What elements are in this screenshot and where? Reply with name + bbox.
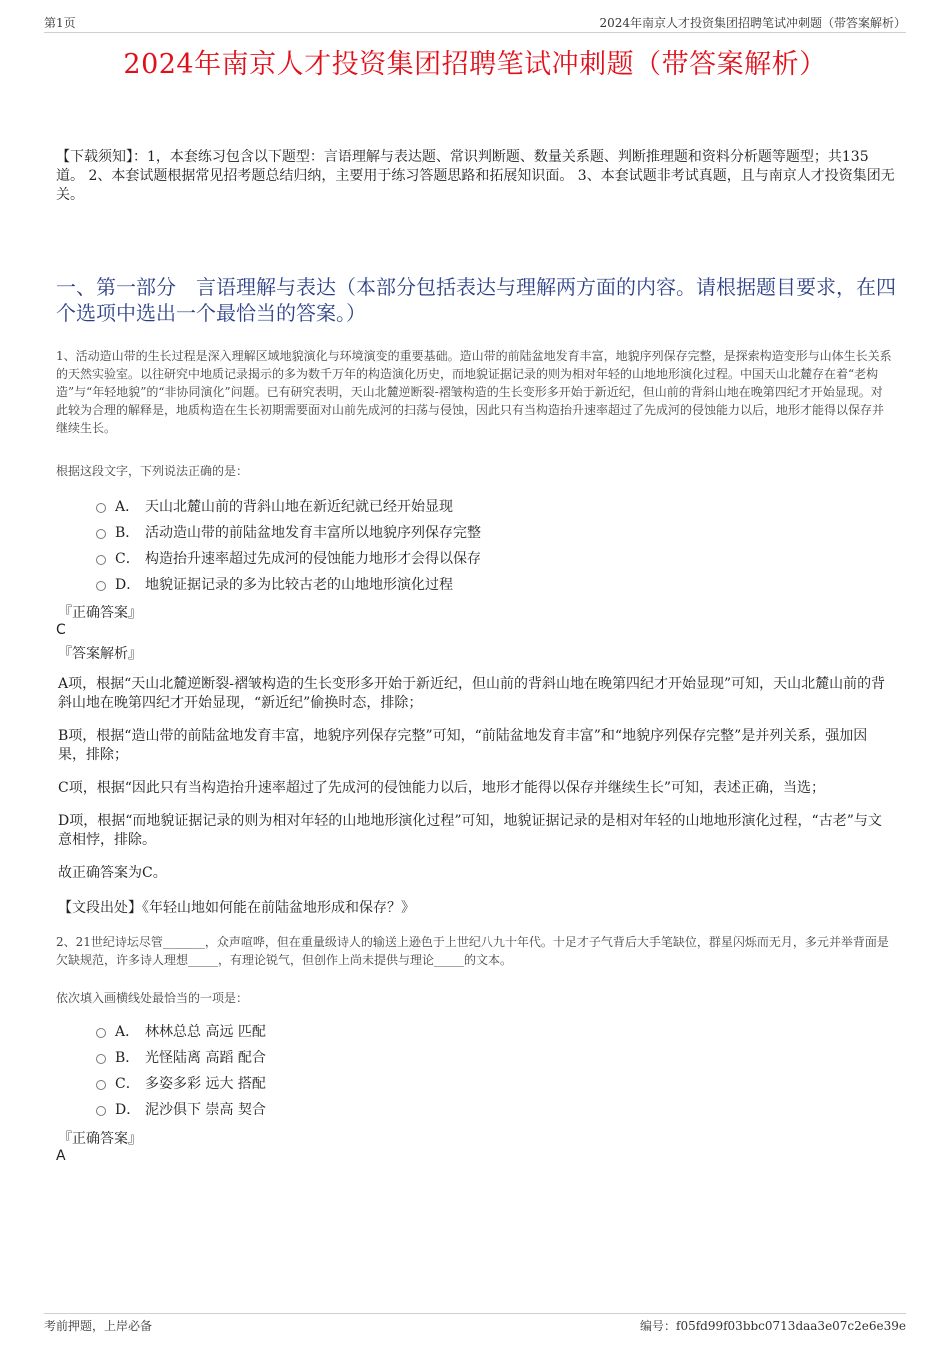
option-c[interactable]: C． 构造抬升速率超过先成河的侵蚀能力地形才会得以保存 [96, 545, 481, 571]
answer-label: 『正确答案』 [58, 605, 142, 621]
option-text: 光怪陆离 高蹈 配合 [145, 1050, 266, 1066]
option-text: 构造抬升速率超过先成河的侵蚀能力地形才会得以保存 [145, 551, 481, 567]
option-text: 天山北麓山前的背斜山地在新近纪就已经开始显现 [145, 499, 453, 515]
option-d[interactable]: D． 泥沙俱下 崇高 契合 [96, 1096, 266, 1122]
option-c[interactable]: C． 多姿多彩 远大 搭配 [96, 1070, 266, 1096]
option-text: 多姿多彩 远大 搭配 [145, 1076, 266, 1092]
question-2-options [96, 1018, 266, 1122]
analysis-conclusion: 故正确答案为C。 [58, 865, 167, 881]
answer-value: C [56, 622, 66, 638]
question-2-prompt: 依次填入画横线处最恰当的一项是： [56, 991, 249, 1005]
analysis-d: D项，根据“而地貌证据记录的则为相对年轻的山地地形演化过程”可知，地貌证据记录的是相对年轻的山地地形演化过程，“古老”与文意相悖，排除。 [58, 813, 882, 848]
question-1-prompt: 根据这段文字，下列说法正确的是： [56, 464, 249, 478]
radio-icon[interactable] [96, 1080, 106, 1090]
download-notice: 【下载须知】：1，本套练习包含以下题型：言语理解与表达题、常识判断题、数量关系题、判断推理题和资料分析题等题型；共135道。 2、本套试题根据常见招考题总结归纳，主要用于练习答题思路和拓展知识面。 3、本套试题非考试真题，且与南京人才投资集团无关。 [56, 149, 895, 203]
radio-icon[interactable] [96, 581, 106, 591]
document-id: 编号：f05fd99f03bbc0713daa3e07c2e6e39e [640, 1319, 906, 1333]
header-doc-title: 2024年南京人才投资集团招聘笔试冲刺题（带答案解析） [599, 16, 906, 30]
question-1-options [96, 493, 481, 597]
option-text: 泥沙俱下 崇高 契合 [145, 1102, 266, 1118]
text-source: 【文段出处】《年轻山地如何能在前陆盆地形成和保存？》 [58, 900, 415, 916]
analysis-a: A项，根据“天山北麓逆断裂-褶皱构造的生长变形多开始于新近纪，但山前的背斜山地在晚第四纪才开始显现”可知，天山北麓山前的背斜山地在晚第四纪才开始显现，“新近纪”偷换时态，排除； [58, 676, 886, 711]
page-footer [44, 1313, 906, 1332]
option-a[interactable]: A． 林林总总 高远 匹配 [96, 1018, 266, 1044]
question-1-text: 1、活动造山带的生长过程是深入理解区域地貌演化与环境演变的重要基础。造山带的前陆盆地发育丰富，地貌序列保存完整，是探索构造变形与山体生长关系的天然实验室。以往研究中地质记录揭示的多为数千万年的构造演化历史，而地貌证据记录的则为相对年轻的山地地形演化过程。中国天山北麓存在着“老构造”与“年轻地貌”的“非协同演化”问题。已有研究表明，天山北麓逆断裂-褶皱构造的生长变形多开始于新近纪，但山前的背斜山地在晚第四纪才开始显现。对此较为合理的解释是，地质构造在生长初期需要面对山前先成河的扫荡与侵蚀，因此只有当构造抬升速率超过了先成河的侵蚀能力以后，地形才能得以保存并继续生长。 [56, 349, 892, 435]
radio-icon[interactable] [96, 555, 106, 565]
radio-icon[interactable] [96, 1106, 106, 1116]
section-heading: 一、第一部分 言语理解与表达（本部分包括表达与理解两方面的内容。请根据题目要求，在四个选项中选出一个最恰当的答案。） [56, 275, 896, 325]
radio-icon[interactable] [96, 1028, 106, 1038]
answer-value: A [56, 1148, 66, 1164]
option-b[interactable]: B． 活动造山带的前陆盆地发育丰富所以地貌序列保存完整 [96, 519, 481, 545]
radio-icon[interactable] [96, 529, 106, 539]
option-text: 地貌证据记录的多为比较古老的山地地形演化过程 [145, 577, 453, 593]
page-header [44, 14, 906, 33]
option-a[interactable]: A． 天山北麓山前的背斜山地在新近纪就已经开始显现 [96, 493, 481, 519]
analysis-b: B项，根据“造山带的前陆盆地发育丰富，地貌序列保存完整”可知，“前陆盆地发育丰富”和“地貌序列保存完整”是并列关系，强加因果，排除； [58, 728, 868, 763]
option-b[interactable]: B． 光怪陆离 高蹈 配合 [96, 1044, 266, 1070]
analysis-label: 『答案解析』 [58, 646, 142, 662]
analysis-c: C项，根据“因此只有当构造抬升速率超过了先成河的侵蚀能力以后，地形才能得以保存并继续生长”可知，表述正确，当选； [58, 780, 826, 796]
page-number: 第1页 [44, 16, 76, 30]
document-title: 2024年南京人才投资集团招聘笔试冲刺题（带答案解析） [123, 49, 827, 80]
option-text: 林林总总 高远 匹配 [145, 1024, 266, 1040]
question-2-text: 2、21世纪诗坛尽管_______，众声喧哗，但在重量级诗人的输送上逊色于上世纪八九十年代。十足才子气背后大手笔缺位，群星闪烁而无月，多元并举背面是欠缺规范，许多诗人理想_____，有理论锐气，但创作上尚未提供与理论_____的文本。 [56, 935, 889, 967]
radio-icon[interactable] [96, 1054, 106, 1064]
option-d[interactable]: D． 地貌证据记录的多为比较古老的山地地形演化过程 [96, 571, 481, 597]
answer-label: 『正确答案』 [58, 1131, 142, 1147]
footer-slogan: 考前押题，上岸必备 [44, 1319, 153, 1333]
radio-icon[interactable] [96, 503, 106, 513]
option-text: 活动造山带的前陆盆地发育丰富所以地貌序列保存完整 [145, 525, 481, 541]
